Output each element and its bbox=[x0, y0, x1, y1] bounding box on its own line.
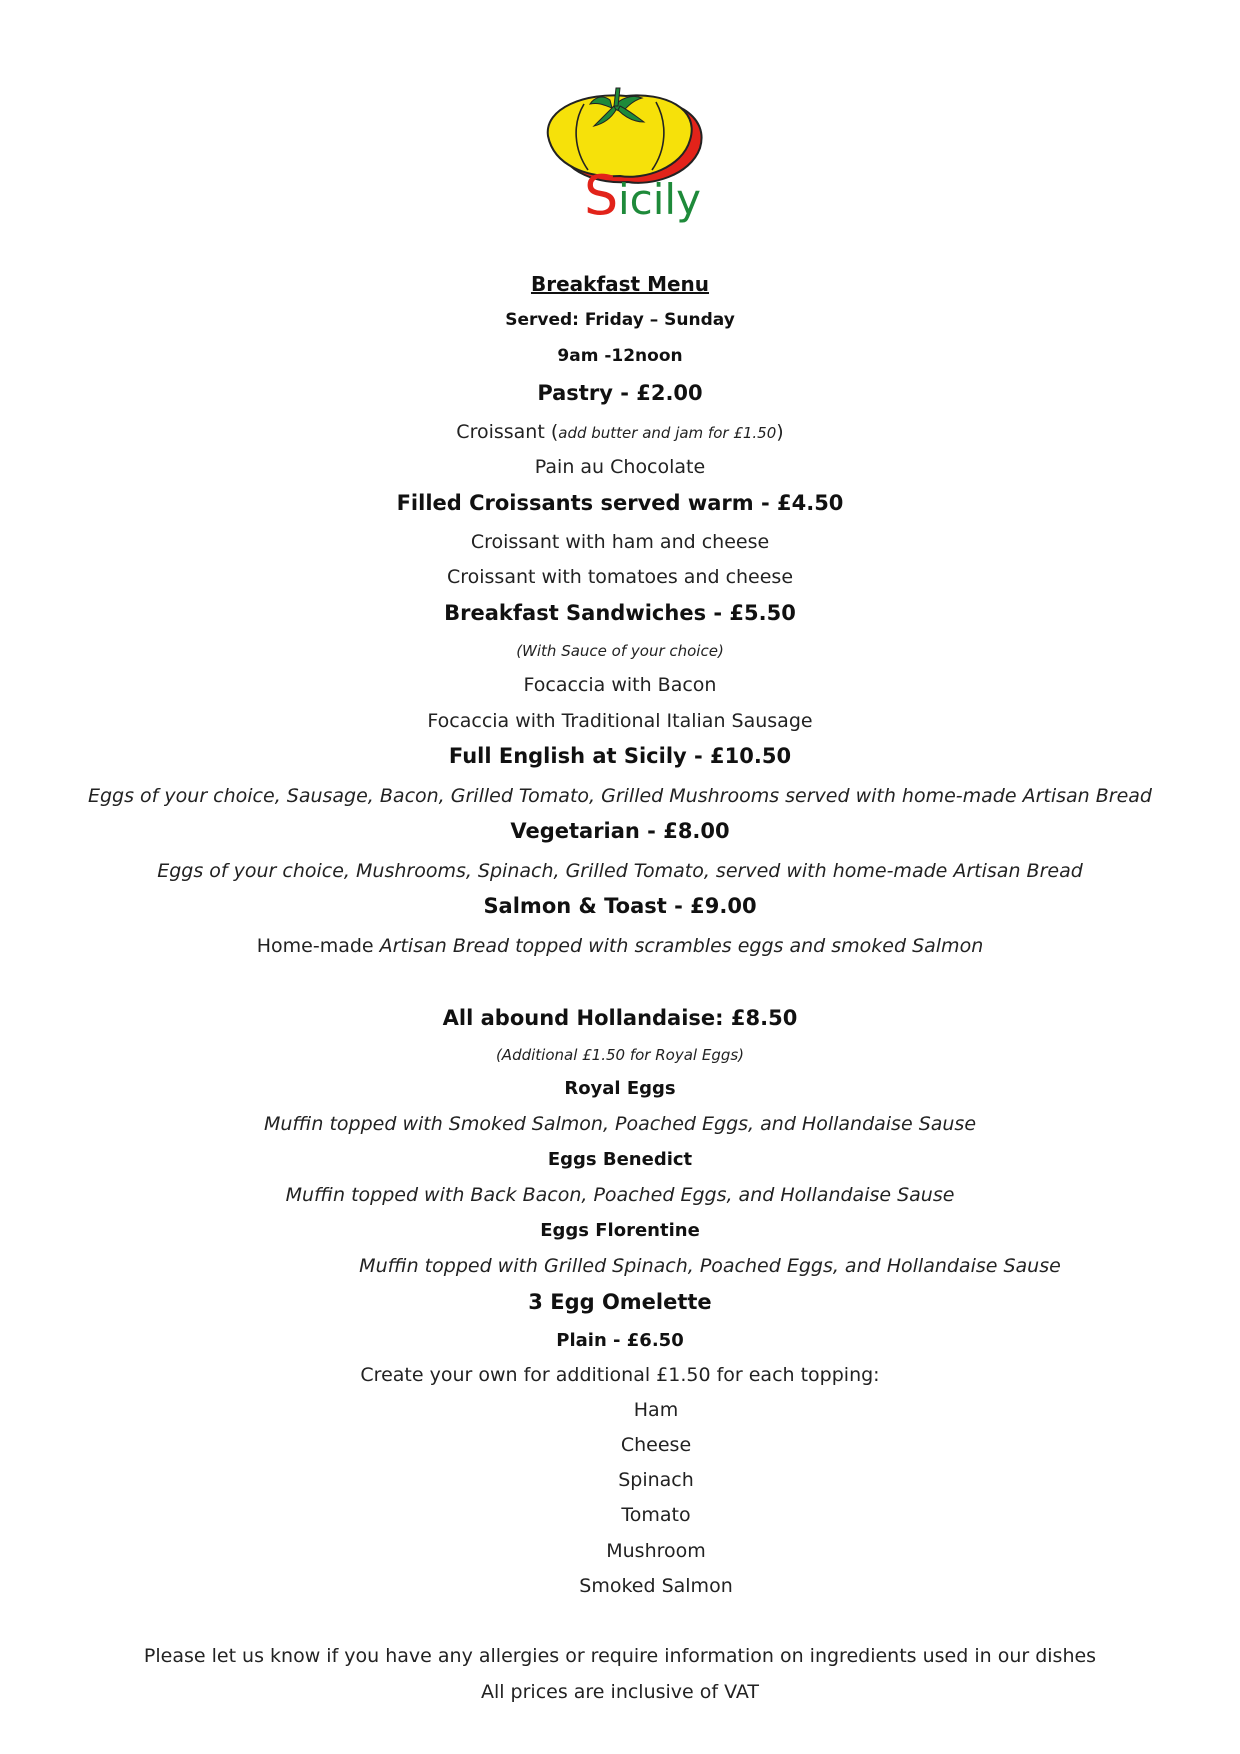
topping-item: Ham bbox=[633, 1399, 679, 1421]
menu-item: Croissant with ham and cheese bbox=[470, 531, 770, 553]
vegetarian-desc: Eggs of your choice, Mushrooms, Spinach, Grilled Tomato, served with home-made Artisan Bread bbox=[157, 860, 1083, 882]
dish-desc: Muffin topped with Smoked Salmon, Poached Eggs, and Hollandaise Sause bbox=[263, 1113, 977, 1135]
sandwiches-note: (With Sauce of your choice) bbox=[516, 642, 724, 660]
hollandaise-note: (Additional £1.50 for Royal Eggs) bbox=[495, 1046, 745, 1064]
omelette-heading: 3 Egg Omelette bbox=[528, 1290, 712, 1314]
sicily-logo bbox=[540, 86, 720, 236]
logo-letters-icily: icily bbox=[618, 175, 701, 224]
filled-croissants-heading: Filled Croissants served warm - £4.50 bbox=[396, 491, 844, 515]
pastry-heading: Pastry - £2.00 bbox=[537, 381, 703, 405]
full-english-desc: Eggs of your choice, Sausage, Bacon, Grilled Tomato, Grilled Mushrooms served with home-made Artisan Bread bbox=[87, 785, 1152, 807]
sandwiches-heading: Breakfast Sandwiches - £5.50 bbox=[444, 601, 796, 625]
omelette-create: Create your own for additional £1.50 for each topping: bbox=[360, 1364, 880, 1386]
served-days: Served: Friday – Sunday bbox=[505, 310, 735, 330]
menu-title: Breakfast Menu bbox=[530, 272, 710, 296]
topping-item: Mushroom bbox=[606, 1540, 706, 1562]
dish-eggs-florentine: Eggs Florentine bbox=[540, 1220, 700, 1241]
salmon-heading: Salmon & Toast - £9.00 bbox=[483, 894, 757, 918]
topping-item: Cheese bbox=[620, 1434, 692, 1456]
vegetarian-heading: Vegetarian - £8.00 bbox=[510, 819, 730, 843]
salmon-desc: Home-made Artisan Bread topped with scrambles eggs and smoked Salmon bbox=[256, 935, 984, 957]
menu-item-pain-au-chocolate: Pain au Chocolate bbox=[534, 456, 706, 478]
tomato-logo-graphic bbox=[540, 86, 720, 236]
full-english-heading: Full English at Sicily - £10.50 bbox=[448, 744, 792, 768]
menu-item: Focaccia with Bacon bbox=[523, 674, 717, 696]
menu-item: Croissant with tomatoes and cheese bbox=[446, 566, 794, 588]
allergy-notice: Please let us know if you have any allergies or require information on ingredients used in our dishes bbox=[143, 1645, 1097, 1667]
logo-letter-s: S bbox=[584, 164, 619, 227]
menu-item-croissant: Croissant (add butter and jam for £1.50) bbox=[456, 421, 784, 443]
omelette-plain: Plain - £6.50 bbox=[556, 1330, 684, 1351]
hollandaise-heading: All abound Hollandaise: £8.50 bbox=[442, 1006, 798, 1030]
dish-royal-eggs: Royal Eggs bbox=[564, 1078, 676, 1099]
topping-item: Tomato bbox=[621, 1504, 691, 1526]
croissant-note: add butter and jam for £1.50 bbox=[558, 424, 777, 442]
menu-item: Focaccia with Traditional Italian Sausage bbox=[427, 710, 813, 732]
dish-desc: Muffin topped with Back Bacon, Poached Eggs, and Hollandaise Sause bbox=[285, 1184, 955, 1206]
served-hours: 9am -12noon bbox=[557, 346, 683, 366]
dish-desc: Muffin topped with Grilled Spinach, Poached Eggs, and Hollandaise Sause bbox=[359, 1255, 1061, 1277]
topping-item: Spinach bbox=[618, 1469, 694, 1491]
dish-eggs-benedict: Eggs Benedict bbox=[547, 1149, 693, 1170]
topping-item: Smoked Salmon bbox=[579, 1575, 733, 1597]
vat-notice: All prices are inclusive of VAT bbox=[480, 1681, 760, 1703]
